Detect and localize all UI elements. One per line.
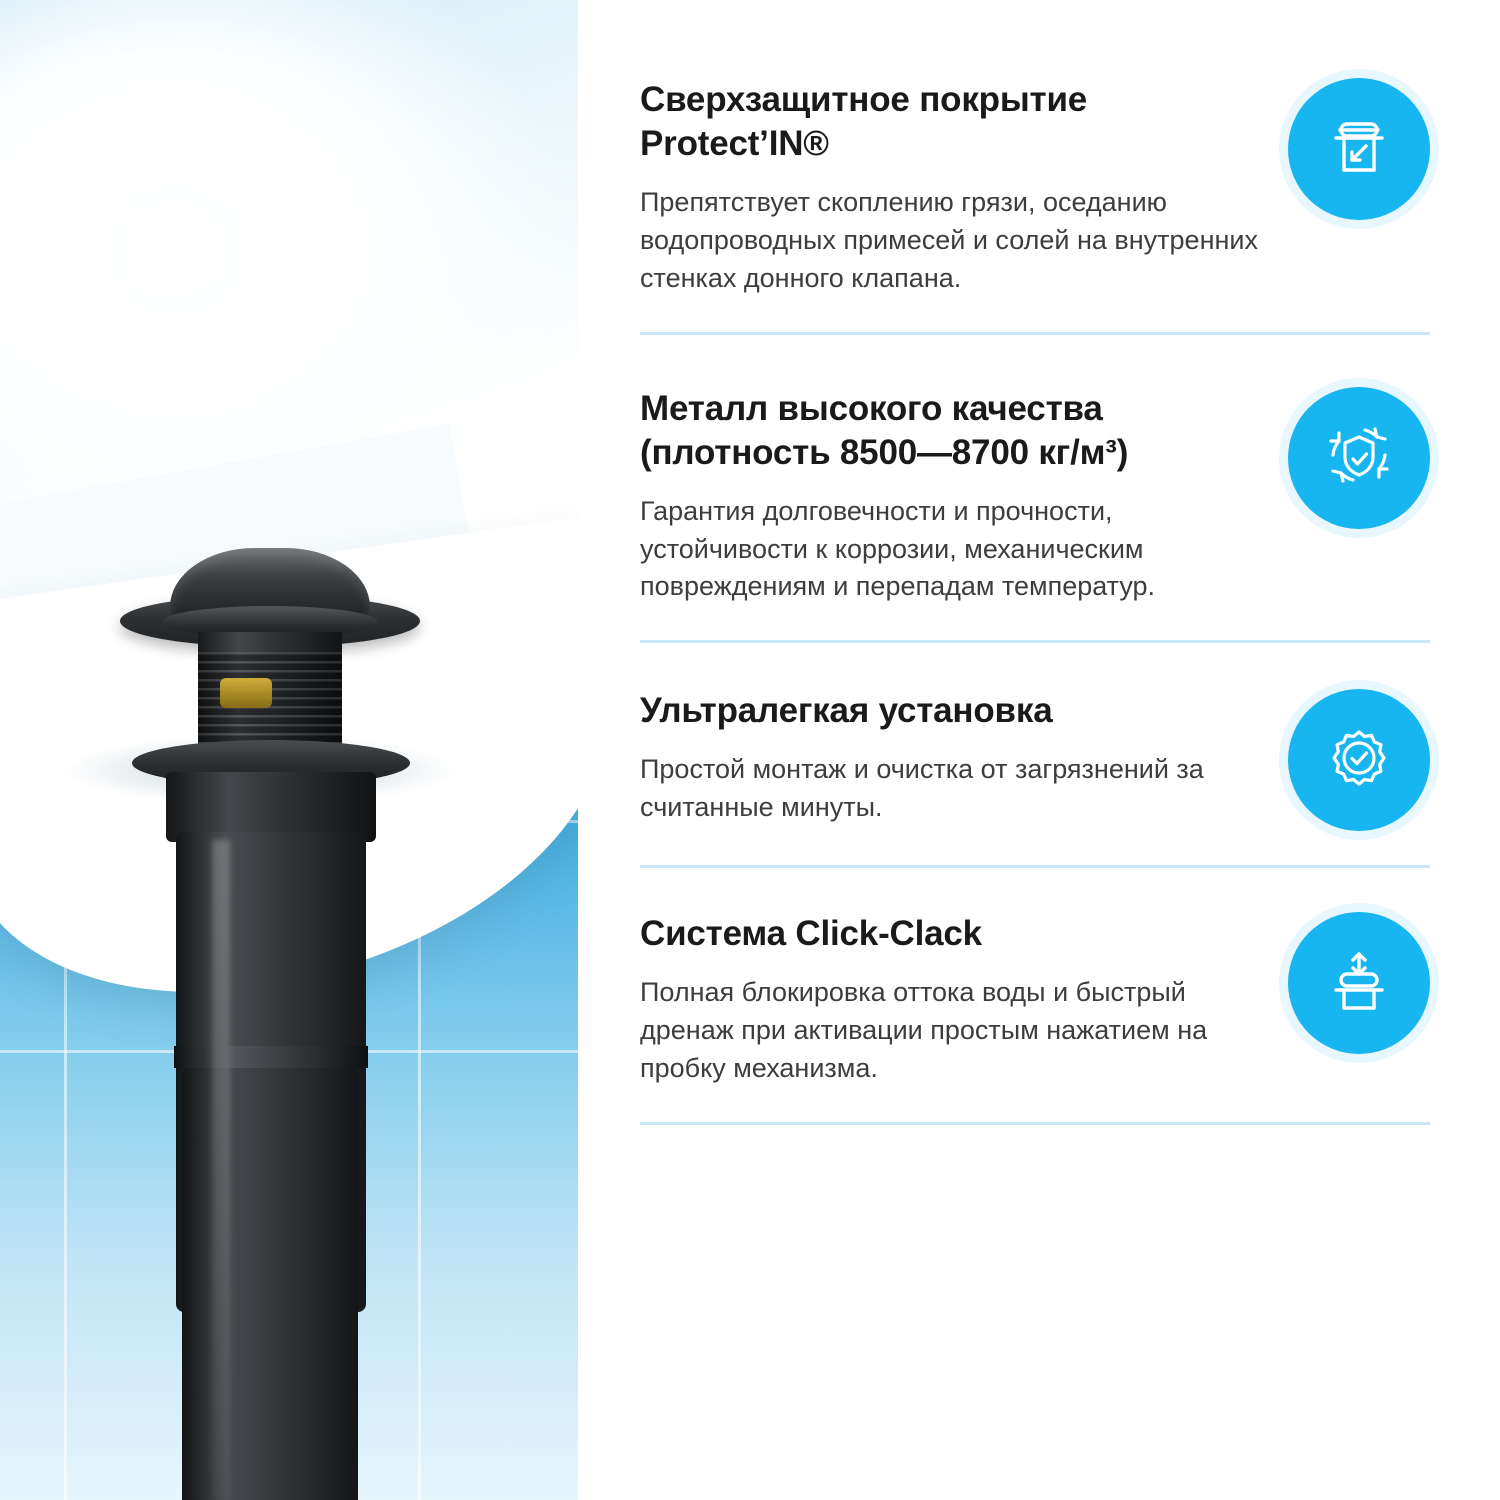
spacer bbox=[578, 1088, 1500, 1122]
valve-tube-ring bbox=[174, 1046, 368, 1068]
gear-check-icon bbox=[1319, 718, 1399, 803]
spacer bbox=[578, 643, 1500, 689]
feature-item-2 bbox=[578, 387, 1500, 644]
spacer bbox=[578, 335, 1500, 387]
feature-4-divider bbox=[640, 1122, 1430, 1125]
spacer bbox=[578, 831, 1500, 865]
feature-3-icon-badge bbox=[1288, 689, 1430, 831]
spacer bbox=[578, 298, 1500, 332]
feature-item-4 bbox=[578, 912, 1500, 1124]
feature-2-text bbox=[640, 387, 1262, 607]
valve-brass-insert bbox=[220, 678, 272, 708]
feature-2-divider bbox=[640, 640, 1430, 643]
spacer bbox=[578, 606, 1500, 640]
feature-item-1 bbox=[578, 78, 1500, 335]
feature-3-text bbox=[640, 689, 1262, 827]
feature-4-title: Система Click-Clack bbox=[640, 914, 982, 954]
spacer bbox=[578, 868, 1500, 912]
feature-2-description: Гарантия долговечности и прочности, устойчивости к коррозии, механическим повреждениям и перепадам температур. bbox=[640, 495, 1156, 602]
valve-tube-lower bbox=[182, 1068, 358, 1500]
click-clack-arrows-icon bbox=[1320, 942, 1398, 1025]
drain-valve-coating-icon bbox=[1320, 108, 1398, 191]
feature-4-text bbox=[640, 912, 1262, 1087]
feature-2-title: Металл высокого качества (плотность 8500—8700 кг/м³) bbox=[640, 388, 1129, 472]
feature-1-icon-badge bbox=[1288, 78, 1430, 220]
spacer bbox=[578, 0, 1500, 78]
feature-4-icon-badge bbox=[1288, 912, 1430, 1054]
feature-3-title: Ультралегкая установка bbox=[640, 691, 1053, 731]
features-panel bbox=[578, 0, 1500, 1500]
feature-1-divider bbox=[640, 332, 1430, 335]
feature-item-3 bbox=[578, 689, 1500, 868]
feature-1-description: Препятствует скоплению грязи, оседанию водопроводных примесей и солей на внутренних стенках донного клапана. bbox=[640, 187, 1258, 293]
shield-check-recycle-icon bbox=[1319, 415, 1399, 500]
feature-3-divider bbox=[640, 865, 1430, 868]
feature-1-title: Сверхзащитное покрытие Protect’IN® bbox=[640, 80, 1088, 164]
product-photo-panel bbox=[0, 0, 578, 1500]
feature-4-description: Полная блокировка оттока воды и быстрый дренаж при активации простым нажатием на пробку механизма. bbox=[640, 977, 1208, 1083]
valve-specular-highlight bbox=[212, 840, 230, 1500]
feature-3-description: Простой монтаж и очистка от загрязнений за считанные минуты. bbox=[640, 754, 1204, 823]
feature-2-icon-badge bbox=[1288, 387, 1430, 529]
feature-1-text bbox=[640, 78, 1262, 298]
pop-up-drain-valve-product bbox=[100, 540, 440, 1500]
